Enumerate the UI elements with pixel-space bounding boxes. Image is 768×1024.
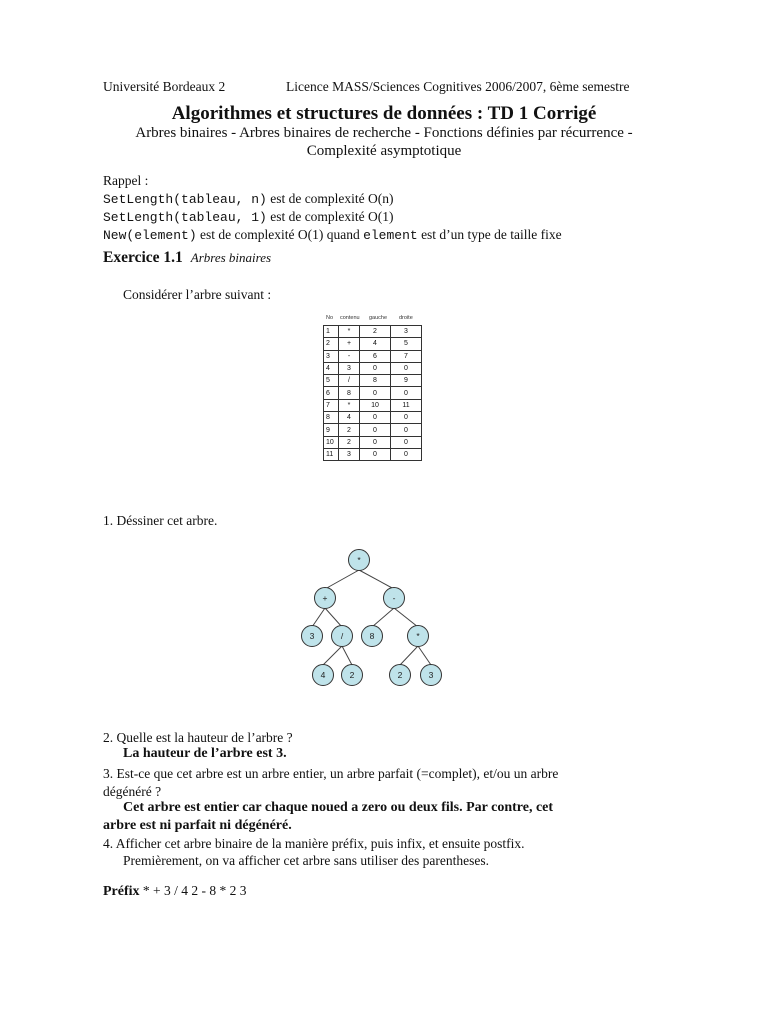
question-3-line-2: dégénéré ? <box>103 784 162 799</box>
table-cell: 4 <box>360 338 391 350</box>
table-cell: 3 <box>391 326 422 338</box>
edge-div-4 <box>323 646 342 665</box>
table-cell: 10 <box>324 436 339 448</box>
table-cell: 5 <box>324 375 339 387</box>
table-row <box>324 362 422 374</box>
edge-div-2 <box>342 646 352 665</box>
edge-plus-div <box>325 608 342 627</box>
table-cell: 3 <box>339 362 360 374</box>
tree-node-label: 4 <box>320 670 326 681</box>
tree-node-8 <box>362 626 383 647</box>
question-2: 2. Quelle est la hauteur de l’arbre ? <box>103 730 293 745</box>
rappel-line-2 <box>103 209 394 225</box>
tree-node-label: 8 <box>369 631 375 642</box>
rappel-line-3-text: est de complexité O(1) quand <box>196 227 364 242</box>
question-4: 4. Afficher cet arbre binaire de la manière préfix, puis infix, et ensuite postfix. <box>103 836 525 851</box>
table-cell: 0 <box>360 436 391 448</box>
table-cell: 9 <box>391 375 422 387</box>
edge-mul-3 <box>418 646 431 665</box>
table-row <box>324 375 422 387</box>
tree-node-label: 3 <box>309 631 315 642</box>
exercise-topic: Arbres binaires <box>190 250 272 265</box>
exercise-label: Exercice 1.1 <box>103 249 183 266</box>
question-3-line-1: 3. Est-ce que cet arbre est un arbre entier, un arbre parfait (=complet), et/ou un arbre <box>103 766 559 781</box>
code-new-element: New(element) <box>103 228 197 243</box>
prefix-label: Préfix <box>103 884 140 899</box>
tree-node-4 <box>313 665 334 686</box>
table-cell: 4 <box>324 362 339 374</box>
tree-node-label: 2 <box>397 670 403 681</box>
table-cell: 2 <box>339 424 360 436</box>
table-row <box>324 387 422 399</box>
table-cell: 0 <box>360 424 391 436</box>
rappel-line-1 <box>103 191 394 207</box>
table-cell: 9 <box>324 424 339 436</box>
table-row <box>324 436 422 448</box>
answer-3-line-1: Cet arbre est entier car chaque noued a zero ou deux fils. Par contre, cet <box>123 800 554 815</box>
table-cell: 2 <box>339 436 360 448</box>
code-element: element <box>363 228 418 243</box>
table-row <box>324 326 422 338</box>
prefix-value: * + 3 / 4 2 - 8 * 2 3 <box>139 883 247 898</box>
tree-node-label: / <box>340 631 344 642</box>
question-1: 1. Déssiner cet arbre. <box>103 513 218 528</box>
table-cell: 2 <box>360 326 391 338</box>
table-cell: 1 <box>324 326 339 338</box>
table-cell: 0 <box>360 387 391 399</box>
table-cell: 0 <box>391 387 422 399</box>
table-row <box>324 424 422 436</box>
edge-mul-2 <box>400 646 418 665</box>
tree-node-2a <box>342 665 363 686</box>
table-cell: 0 <box>391 424 422 436</box>
table-cell: 6 <box>360 350 391 362</box>
table-cell: 7 <box>391 350 422 362</box>
table-row <box>324 350 422 362</box>
tree-node-label: 3 <box>428 670 434 681</box>
table-cell: 8 <box>324 412 339 424</box>
table-cell: 3 <box>339 448 360 460</box>
table-cell: + <box>339 338 360 350</box>
subtitle-line1: Arbres binaires - Arbres binaires de recherche - Fonctions définies par récurrence - <box>135 125 633 141</box>
tree-node-root <box>349 550 370 571</box>
tree-table <box>323 325 422 461</box>
header-course: Licence MASS/Sciences Cognitives 2006/2007, 6ème semestre <box>286 79 630 94</box>
table-cell: 0 <box>391 412 422 424</box>
header-university: Université Bordeaux 2 <box>103 79 226 94</box>
table-cell: - <box>339 350 360 362</box>
page-title: Algorithmes et structures de données : TD 1 Corrigé <box>171 103 597 124</box>
tree-table-body <box>324 326 422 461</box>
table-cell: 0 <box>391 448 422 460</box>
table-cell: 0 <box>391 362 422 374</box>
table-row <box>324 399 422 411</box>
table-cell: 8 <box>360 375 391 387</box>
table-header-no: No <box>326 315 334 321</box>
table-cell: * <box>339 399 360 411</box>
table-header-gauche: gauche <box>369 315 388 321</box>
edge-root-minus <box>359 570 394 589</box>
table-cell: 10 <box>360 399 391 411</box>
edge-minus-8 <box>372 608 394 627</box>
rappel-line-3-text2: est d’un type de taille fixe <box>417 227 562 242</box>
answer-3-line-2: arbre est ni parfait ni dégénéré. <box>103 818 292 833</box>
table-cell: 0 <box>360 362 391 374</box>
rappel-line-2-text: est de complexité O(1) <box>266 209 394 224</box>
tree-node-mul <box>408 626 429 647</box>
exercise-intro: Considérer l’arbre suivant : <box>123 287 272 302</box>
table-cell: 0 <box>360 412 391 424</box>
rappel-line-1-text: est de complexité O(n) <box>266 191 394 206</box>
code-setlength-n: SetLength(tableau, n) <box>103 192 267 207</box>
tree-node-3b <box>421 665 442 686</box>
rappel-line-3 <box>103 227 562 243</box>
table-header-contenu: contenu <box>340 315 360 321</box>
table-cell: 6 <box>324 387 339 399</box>
tree-node-plus <box>315 588 336 609</box>
tree-node-label: 2 <box>349 670 355 681</box>
table-row <box>324 412 422 424</box>
tree-node-minus <box>384 588 405 609</box>
table-cell: 3 <box>324 350 339 362</box>
tree-node-label: * <box>416 631 420 642</box>
tree-node-2b <box>390 665 411 686</box>
table-cell: 5 <box>391 338 422 350</box>
table-cell: 11 <box>391 399 422 411</box>
subtitle-line2: Complexité asymptotique <box>306 143 462 159</box>
binary-tree-diagram <box>290 540 460 692</box>
tree-nodes <box>302 550 442 686</box>
table-cell: * <box>339 326 360 338</box>
table-header-droite: droite <box>399 315 413 321</box>
exercise-heading <box>103 249 271 267</box>
table-cell: 7 <box>324 399 339 411</box>
edge-root-plus <box>325 570 359 589</box>
edge-plus-3 <box>312 608 325 627</box>
table-cell: 0 <box>360 448 391 460</box>
table-cell: 8 <box>339 387 360 399</box>
tree-node-div <box>332 626 353 647</box>
table-cell: 11 <box>324 448 339 460</box>
table-row <box>324 338 422 350</box>
tree-node-3 <box>302 626 323 647</box>
tree-edges <box>309 570 431 665</box>
code-setlength-1: SetLength(tableau, 1) <box>103 210 267 225</box>
tree-node-label: * <box>357 555 361 566</box>
prefix-line <box>103 883 247 900</box>
question-4-note: Premièrement, on va afficher cet arbre sans utiliser des parentheses. <box>123 853 489 868</box>
rappel-label: Rappel : <box>103 173 149 188</box>
tree-node-label: - <box>392 593 396 604</box>
table-row <box>324 448 422 460</box>
answer-2: La hauteur de l’arbre est 3. <box>123 746 287 761</box>
tree-node-label: + <box>322 593 328 604</box>
table-cell: 4 <box>339 412 360 424</box>
table-cell: / <box>339 375 360 387</box>
table-cell: 2 <box>324 338 339 350</box>
edge-minus-mul <box>394 608 418 627</box>
table-cell: 0 <box>391 436 422 448</box>
